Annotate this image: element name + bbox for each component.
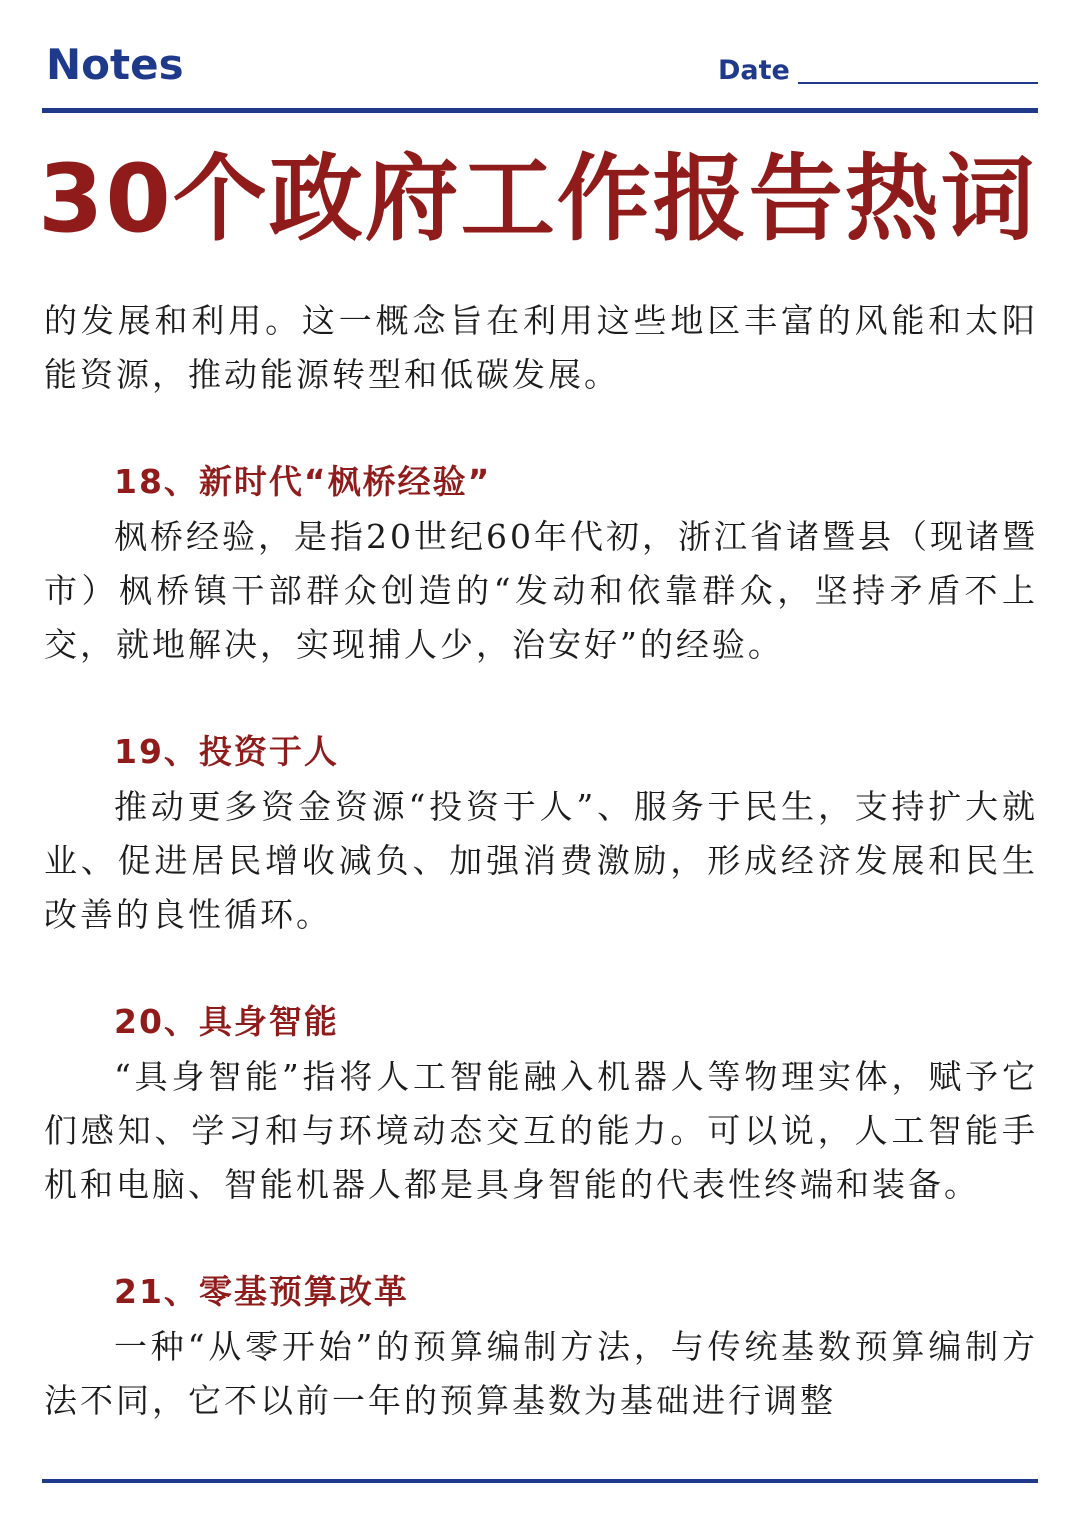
intro-paragraph: 的发展和利用。这一概念旨在利用这些地区丰富的风能和太阳能资源，推动能源转型和低碳发展。 [44,301,1038,394]
page-title: 30个政府工作报告热词 [38,145,1037,254]
date-write-line [798,82,1038,84]
section-body: 推动更多资金资源“投资于人”、服务于民生，支持扩大就业、促进居民增收减负、加强消费激励，形成经济发展和民生改善的良性循环。 [44,787,1038,934]
bottom-divider [42,1479,1038,1483]
section-body: “具身智能”指将人工智能融入机器人等物理实体，赋予它们感知、学习和与环境动态交互的能力。可以说，人工智能手机和电脑、智能机器人都是具身智能的代表性终端和装备。 [44,1057,1038,1204]
section-body: 枫桥经验，是指20世纪60年代初，浙江省诸暨县（现诸暨市）枫桥镇干部群众创造的“发动和依靠群众，坚持矛盾不上交，就地解决，实现捕人少，治安好”的经验。 [44,517,1038,664]
section-18 [44,454,1038,672]
section-heading: 20、具身智能 [114,1002,339,1041]
section-heading: 21、零基预算改革 [114,1272,409,1311]
section-19 [44,724,1038,942]
section-heading: 18、新时代“枫桥经验” [114,462,492,501]
section-heading: 19、投资于人 [114,732,339,771]
section-20 [44,994,1038,1212]
page-header [0,0,1080,120]
notes-label: Notes [46,40,184,89]
section-21 [44,1264,1038,1428]
content-body [44,294,1038,1428]
header-divider [42,108,1038,113]
section-body: 一种“从零开始”的预算编制方法，与传统基数预算编制方法不同，它不以前一年的预算基数为基础进行调整 [44,1327,1038,1420]
date-label: Date [718,55,790,86]
